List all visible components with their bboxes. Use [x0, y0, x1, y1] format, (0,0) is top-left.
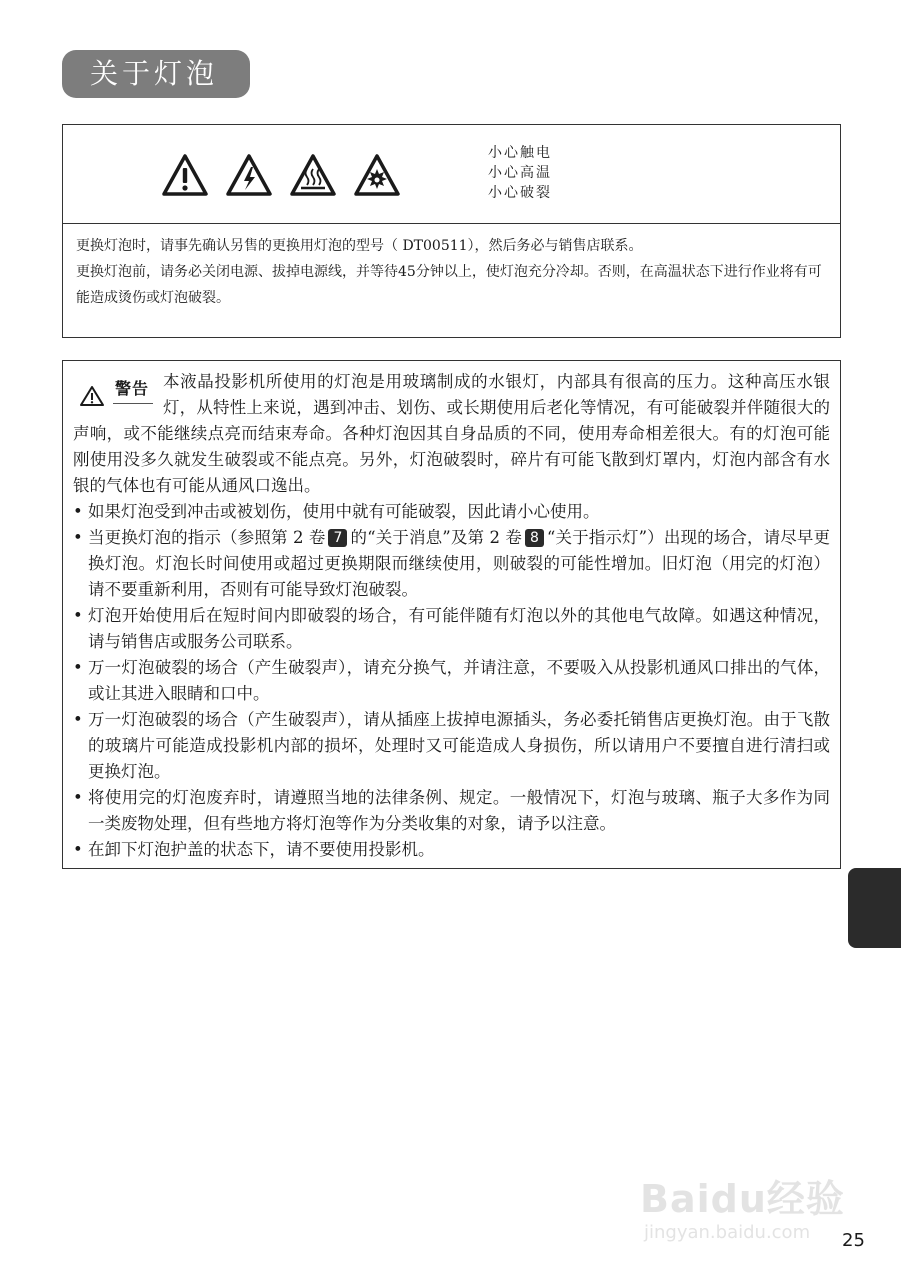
bullet-text-part: “关于指示灯”）出现的场合，请尽早更换灯泡。灯泡长时间使用或超过更换期限而继续使用，则破裂的可能性增加。旧灯泡（用完的灯泡）请不要重新利用，否则有可能导致灯泡破裂。: [88, 528, 830, 599]
list-item: [73, 499, 830, 525]
list-item: [73, 785, 830, 837]
notice-line: 更换灯泡前，请务必关闭电源、拔掉电源线，并等待45分钟以上，使灯泡充分冷却。否则，在高温状态下进行作业将有可能造成烫伤或灯泡破裂。: [76, 264, 822, 306]
explosion-warning-icon: [353, 153, 401, 197]
bullet-text: 在卸下灯泡护盖的状态下，请不要使用投影机。: [88, 840, 435, 859]
caution-header: [63, 125, 840, 224]
bullet-text: 如果灯泡受到冲击或被划伤，使用中就有可能破裂，因此请小心使用。: [88, 502, 600, 521]
notice-line: 更换灯泡时，请事先确认另售的更换用灯泡的型号（ DT00511），然后务必与销售店联系。: [76, 238, 643, 254]
page-number: 25: [842, 1230, 865, 1251]
caution-box: [62, 124, 841, 338]
warning-content: [73, 369, 830, 863]
hot-surface-warning-icon: [289, 153, 337, 197]
bullet-mark: •: [73, 788, 83, 807]
bullet-mark: •: [73, 840, 83, 859]
bullet-text-part: 的“关于消息”及第 2 卷: [350, 528, 522, 547]
section-reference-badge: 8: [525, 529, 544, 547]
bullet-text-part: 当更换灯泡的指示（参照第 2 卷: [88, 528, 326, 547]
caution-label-breakage: 小心破裂: [488, 185, 552, 201]
warning-box: [62, 360, 841, 869]
caution-notice: [76, 233, 831, 311]
caution-label-electric-shock: 小心触电: [488, 145, 552, 161]
watermark-logo: Baidu经验: [640, 1177, 845, 1221]
warning-label-underline: [113, 403, 153, 404]
list-item: [73, 837, 830, 863]
bullet-text: 将使用完的灯泡废弃时，请遵照当地的法律条例、规定。一般情况下，灯泡与玻璃、瓶子大多作为同一类废物处理，但有些地方将灯泡等作为分类收集的对象，请予以注意。: [88, 788, 830, 833]
bullet-mark: •: [73, 658, 83, 677]
page-title: 关于灯泡: [62, 50, 250, 98]
caution-label-high-temperature: 小心高温: [488, 165, 552, 181]
bullet-mark: •: [73, 606, 83, 625]
warning-triangle-icon: [79, 385, 105, 407]
high-voltage-warning-icon: [225, 153, 273, 197]
chapter-side-tab: [848, 868, 901, 948]
bullet-text: 灯泡开始使用后在短时间内即破裂的场合，有可能伴随有灯泡以外的其他电气故障。如遇这种情况，请与销售店或服务公司联系。: [88, 606, 830, 651]
warning-label: [73, 369, 163, 421]
warning-label-text: 警告: [115, 379, 150, 398]
watermark-url: jingyan.baidu.com: [644, 1222, 811, 1243]
list-item: [73, 603, 830, 655]
warning-intro: 本液晶投影机所使用的灯泡是用玻璃制成的水银灯，内部具有很高的压力。这种高压水银灯，从特性上来说，遇到冲击、划伤、或长期使用后老化等情况，有可能破裂并伴随很大的声响，或不能继续点亮而结束寿命。各种灯泡因其自身品质的不同，使用寿命相差很大。有的灯泡可能刚使用没多久就发生破裂或不能点亮。另外，灯泡破裂时，碎片有可能飞散到灯罩内，灯泡内部含有水银的气体也有可能从通风口逸出。: [73, 372, 830, 495]
electric-shock-warning-icon: [161, 153, 209, 197]
list-item: [73, 655, 830, 707]
bullet-mark: •: [73, 528, 83, 547]
list-item: [73, 707, 830, 785]
bullet-text: 万一灯泡破裂的场合（产生破裂声），请充分换气，并请注意，不要吸入从投影机通风口排出的气体，或让其进入眼睛和口中。: [88, 658, 830, 703]
bullet-text: 万一灯泡破裂的场合（产生破裂声），请从插座上拔掉电源插头，务必委托销售店更换灯泡。由于飞散的玻璃片可能造成投影机内部的损坏，处理时又可能造成人身损伤，所以请用户不要擅自进行清扫或更换灯泡。: [88, 710, 830, 781]
baidu-watermark: [640, 1150, 850, 1250]
list-item: [73, 525, 830, 603]
section-reference-badge: 7: [328, 529, 347, 547]
bullet-mark: •: [73, 710, 83, 729]
caution-labels: [488, 143, 552, 203]
bullet-mark: •: [73, 502, 83, 521]
